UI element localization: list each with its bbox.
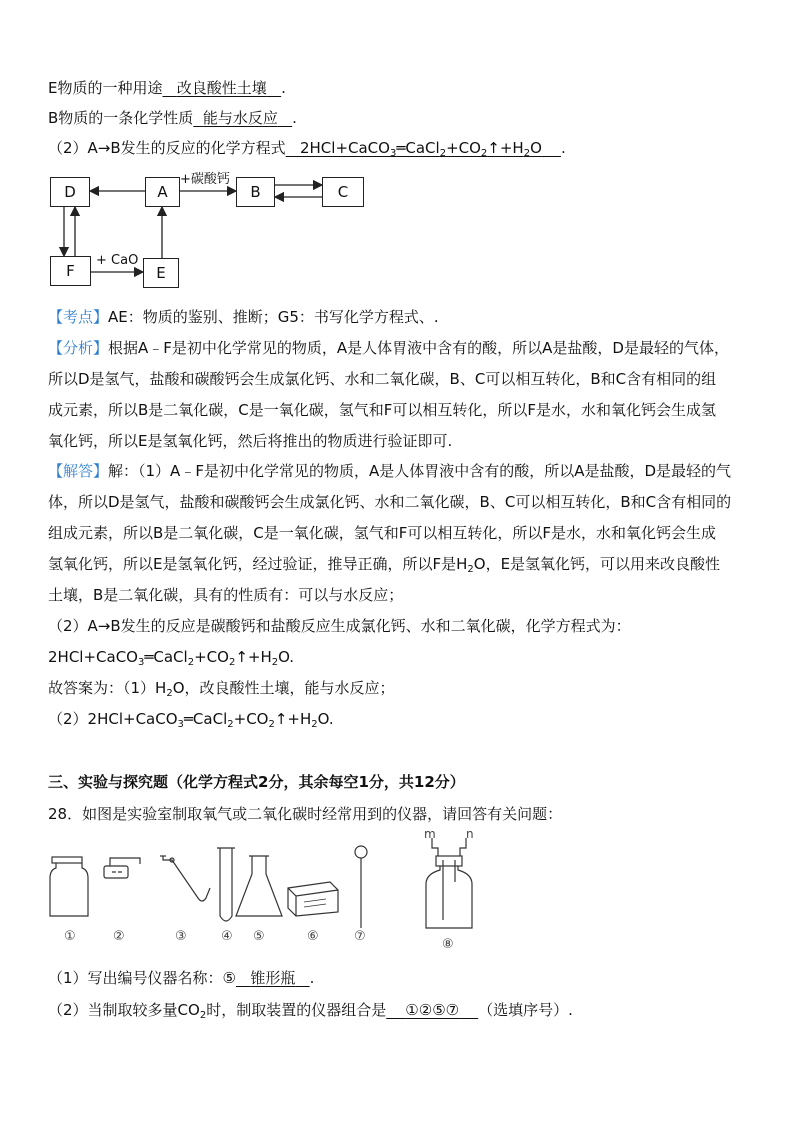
subquestion-1-answer: 锥形瓶 bbox=[250, 969, 296, 987]
equation-prompt: （2）A→B发生的反应的化学方程式 bbox=[48, 139, 286, 157]
jieda-line-1: 【解答】解：（1）A﹣F是初中化学常见的物质，A是人体胃液中含有的酸，所以A是盐酸，D是最轻的气 bbox=[48, 462, 732, 480]
kaodian-tag: 【考点】 bbox=[48, 308, 109, 326]
apparatus-label-2: ② bbox=[113, 929, 125, 944]
gas-washing-bottle-icon bbox=[426, 838, 472, 928]
jieda-line-5: 土壤，B是二氧化碳，具有的性质有：可以与水反应； bbox=[48, 586, 404, 604]
final-answer-line-2: $(2)2HCl+CaCO_3═CaCl_2+CO_2↑+H_2O$. bbox=[48, 710, 334, 730]
jieda-line-6: （2）A→B发生的反应是碳酸钙和盐酸反应生成氯化钙、水和二氧化碳，化学方程式为： bbox=[48, 617, 631, 635]
bent-tube-icon bbox=[160, 856, 210, 901]
section-3-title: 三、实验与探究题（化学方程式2分，其余每空1分，共12分） bbox=[48, 773, 465, 791]
answer-line-equation: （2）A→B发生的反应的化学方程式 $2HCl+CaCO_3═CaCl_2+CO_2↑+H_2O$ . bbox=[48, 139, 566, 159]
e-use-prompt: E物质的一种用途 bbox=[48, 79, 163, 97]
answer-line-b-property: B物质的一条化学性质 能与水反应 . bbox=[48, 109, 297, 127]
fenxi-line-1: 【分析】根据A﹣F是初中化学常见的物质，A是人体胃液中含有的酸，所以A是盐酸，D是最轻的气体， bbox=[48, 339, 729, 357]
conical-flask-icon bbox=[236, 856, 282, 916]
question-28: 28．如图是实验室制取氧气或二氧化碳时经常用到的仪器，请回答有关问题： bbox=[48, 805, 563, 823]
jieda-line-2: 体，所以D是氢气，盐酸和碳酸钙会生成氯化钙、水和二氧化碳，B、C可以相互转化，B和C含有相同的 bbox=[48, 493, 732, 511]
subquestion-1: （1）写出编号仪器名称：⑤ 锥形瓶 . bbox=[48, 969, 315, 987]
subquestion-2-answer: ①②⑤⑦ bbox=[405, 1001, 460, 1019]
stopper-tube-icon bbox=[104, 858, 140, 878]
e-use-answer: 改良酸性土壤 bbox=[176, 79, 267, 97]
apparatus-label-7: ⑦ bbox=[354, 929, 366, 944]
equation-answer: $2HCl+CaCO_3═CaCl_2+CO_2↑+H_2O$ bbox=[299, 139, 542, 159]
node-a: A bbox=[145, 177, 180, 207]
wide-mouth-bottle-icon bbox=[50, 857, 88, 916]
jieda-tag: 【解答】 bbox=[48, 462, 109, 480]
subquestion-2: （2）当制取较多量$CO_2$时，制取装置的仪器组合是 ①②⑤⑦ （选填序号）. bbox=[48, 1001, 573, 1021]
b-property-answer: 能与水反应 bbox=[202, 109, 278, 127]
answer-line-e-use: E物质的一种用途 改良酸性土壤 . bbox=[48, 79, 286, 97]
final-answer-line-1: 故答案为：$(1)H_2O$，改良酸性土壤，能与水反应； bbox=[48, 679, 395, 699]
jieda-line-4: 氢氧化钙，所以E是氢氧化钙，经过验证，推导正确，所以F是$H_2O$，E是氢氧化钙，可以用来改良酸性 bbox=[48, 555, 721, 575]
node-c: C bbox=[322, 177, 364, 207]
jieda-line-7: $2HCl+CaCO_3═CaCl_2+CO_2↑+H_2O$. bbox=[48, 648, 295, 668]
fenxi-line-3: 成元素，所以B是二氧化碳，C是一氧化碳，氢气和F可以相互转化，所以F是水，水和氧化钙会生成氢 bbox=[48, 401, 717, 419]
apparatus-label-3: ③ bbox=[175, 929, 187, 944]
inference-diagram bbox=[0, 0, 800, 300]
node-d: D bbox=[50, 177, 90, 207]
funnel-icon bbox=[355, 846, 367, 928]
apparatus-figure bbox=[0, 827, 800, 960]
fenxi-tag: 【分析】 bbox=[48, 339, 109, 357]
apparatus-label-5: ⑤ bbox=[253, 929, 265, 944]
port-m-label: m bbox=[424, 827, 436, 841]
apparatus-label-1: ① bbox=[64, 929, 76, 944]
b-property-prompt: B物质的一条化学性质 bbox=[48, 109, 194, 127]
fenxi-line-2: 所以D是氢气，盐酸和碳酸钙会生成氯化钙、水和二氧化碳，B、C可以相互转化，B和C含有相同的组 bbox=[48, 370, 717, 388]
node-b: B bbox=[236, 177, 275, 207]
kaodian-line bbox=[48, 306, 439, 328]
node-f: F bbox=[50, 256, 91, 286]
jieda-line-3: 组成元素，所以B是二氧化碳，C是一氧化碳，氢气和F可以相互转化，所以F是水，水和氧化钙会生成 bbox=[48, 524, 717, 542]
label-plus-cao: + CaO bbox=[96, 253, 139, 268]
equipment-box-icon bbox=[288, 882, 338, 916]
fenxi-line-4: 氧化钙，所以E是氢氧化钙，然后将推出的物质进行验证即可. bbox=[48, 432, 453, 450]
kaodian-text: AE：物质的鉴别、推断；G5：书写化学方程式、. bbox=[108, 308, 439, 326]
apparatus-label-4: ④ bbox=[221, 929, 233, 944]
port-n-label: n bbox=[466, 827, 474, 841]
apparatus-label-6: ⑥ bbox=[307, 929, 319, 944]
test-tube-icon bbox=[217, 848, 235, 921]
node-e: E bbox=[143, 258, 179, 288]
label-plus-caco3: +碳酸钙 bbox=[180, 172, 230, 187]
apparatus-label-8: ⑧ bbox=[442, 937, 454, 952]
